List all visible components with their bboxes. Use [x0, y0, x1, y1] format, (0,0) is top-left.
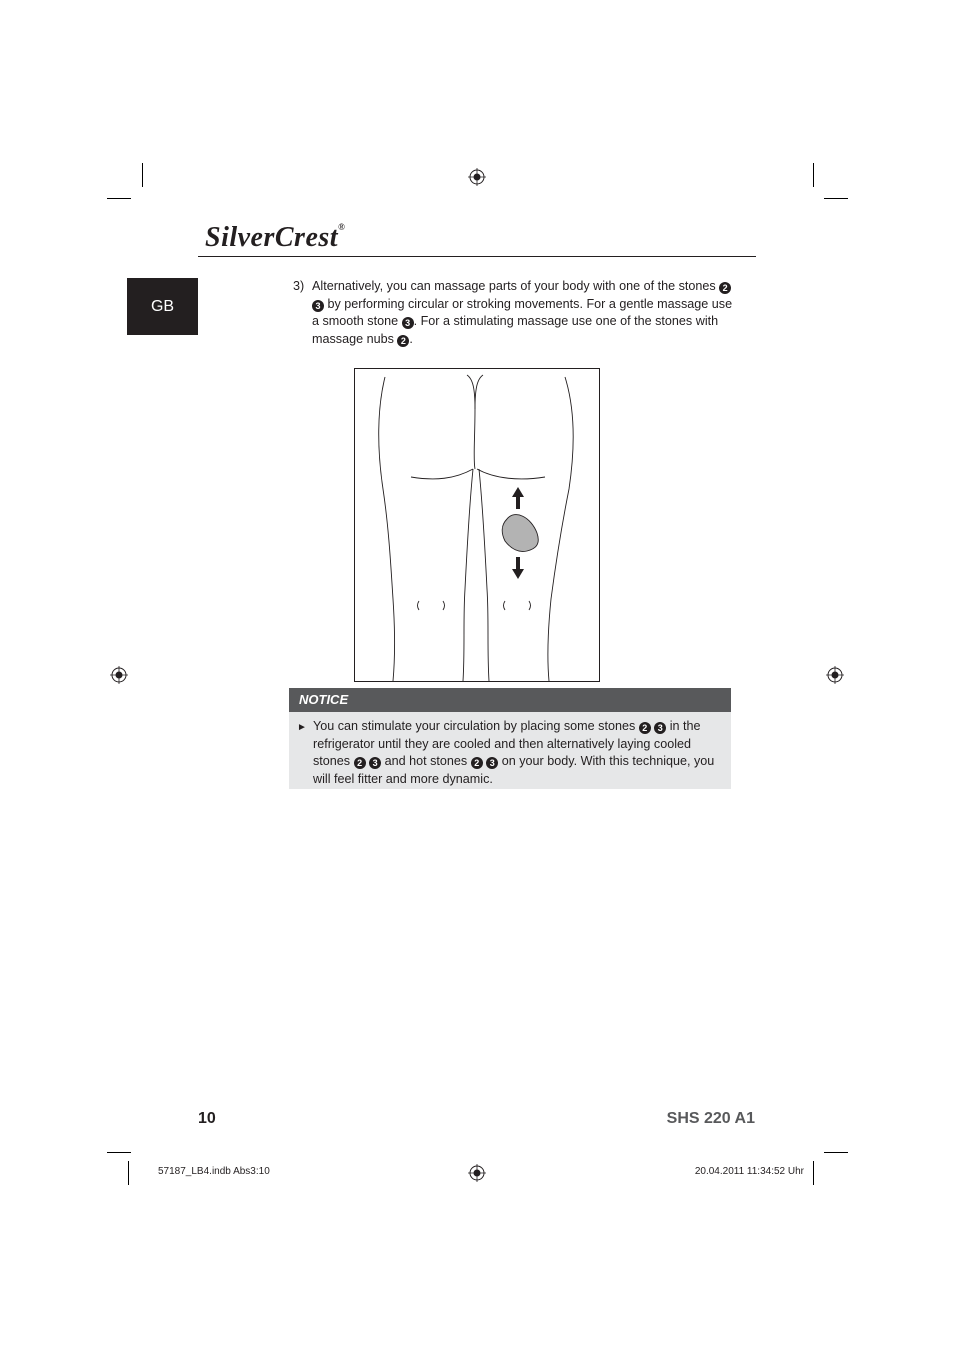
- crop-mark: [128, 1161, 129, 1185]
- inner-right-leg: [479, 469, 489, 681]
- stone-ref-badge: 2: [639, 722, 651, 734]
- crop-mark: [142, 163, 143, 187]
- notice-text-part: on your body. With this technique, you will feel fitter and more dynamic.: [313, 754, 715, 786]
- header-rule: [198, 256, 756, 257]
- notice-header: [289, 688, 731, 712]
- knee-mark: [443, 601, 445, 610]
- step-text-part: by performing circular or stroking movements. For a gentle massage use a smooth stone: [312, 296, 733, 328]
- language-tab-label: GB: [150, 297, 175, 315]
- crop-mark: [107, 198, 131, 199]
- instruction-step: [293, 278, 733, 348]
- model-number: SHS 220 A1: [666, 1110, 755, 1127]
- knee-mark: [418, 601, 420, 610]
- notice-text-part: and hot stones: [381, 754, 471, 768]
- gluteal-fold-right: [477, 469, 545, 479]
- stone-ref-badge: 3: [312, 300, 324, 312]
- notice-text-part: You can stimulate your circulation by placing some stones: [313, 719, 639, 733]
- stone-ref-badge: 3: [369, 757, 381, 769]
- stone-ref-badge: 3: [486, 757, 498, 769]
- crop-mark: [824, 1152, 848, 1153]
- knee-mark: [529, 601, 531, 610]
- stone-ref-badge: 2: [471, 757, 483, 769]
- knee-mark: [504, 601, 506, 610]
- cleft-line: [467, 375, 475, 469]
- stone-ref-badge: 3: [402, 317, 414, 329]
- notice-title: NOTICE: [299, 692, 349, 707]
- step-text: [312, 278, 733, 348]
- brand-logo: [205, 222, 345, 254]
- crop-mark: [107, 1152, 131, 1153]
- registration-mark-icon: [826, 666, 844, 684]
- registration-mark-icon: [468, 1164, 486, 1182]
- registration-mark-icon: [110, 666, 128, 684]
- notice-body: [289, 712, 731, 789]
- step-text-part: Alternatively, you can massage parts of your body with one of the stones: [312, 279, 720, 293]
- inner-left-leg: [463, 469, 473, 681]
- stone-ref-badge: 2: [354, 757, 366, 769]
- crop-mark: [813, 163, 814, 187]
- crop-mark: [824, 198, 848, 199]
- cleft-line: [475, 375, 483, 409]
- right-leg-outline: [548, 377, 573, 681]
- massage-stone-icon: [502, 515, 538, 552]
- step-text-part: . For a stimulating massage use one of the stones with massage nubs: [312, 314, 719, 346]
- step-text-part: .: [409, 331, 413, 346]
- left-leg-outline: [379, 377, 395, 681]
- step-number: 3): [293, 279, 305, 293]
- gluteal-fold-left: [411, 469, 473, 479]
- stone-ref-badge: 2: [397, 335, 409, 347]
- stone-ref-badge: 3: [654, 722, 666, 734]
- page-number: 10: [198, 1110, 216, 1127]
- brand-registered-mark: ®: [338, 222, 346, 232]
- slug-timestamp: 20.04.2011 11:34:52 Uhr: [694, 1166, 804, 1177]
- massage-illustration: [354, 368, 600, 682]
- slug-file: 57187_LB4.indb Abs3:10: [158, 1166, 270, 1177]
- stone-ref-badge: 2: [719, 282, 731, 294]
- registration-mark-icon: [468, 168, 486, 186]
- arrow-up-icon: [512, 487, 524, 509]
- arrow-down-icon: [512, 557, 524, 579]
- brand-name: SilverCrest: [205, 222, 339, 253]
- language-tab: [127, 278, 198, 335]
- triangle-right-icon: ►: [297, 722, 307, 733]
- notice-text-part: in the refrigerator until they are cooled and then alternatively laying cooled stones: [313, 719, 701, 768]
- crop-mark: [813, 1161, 814, 1185]
- legs-drawing: [355, 369, 599, 681]
